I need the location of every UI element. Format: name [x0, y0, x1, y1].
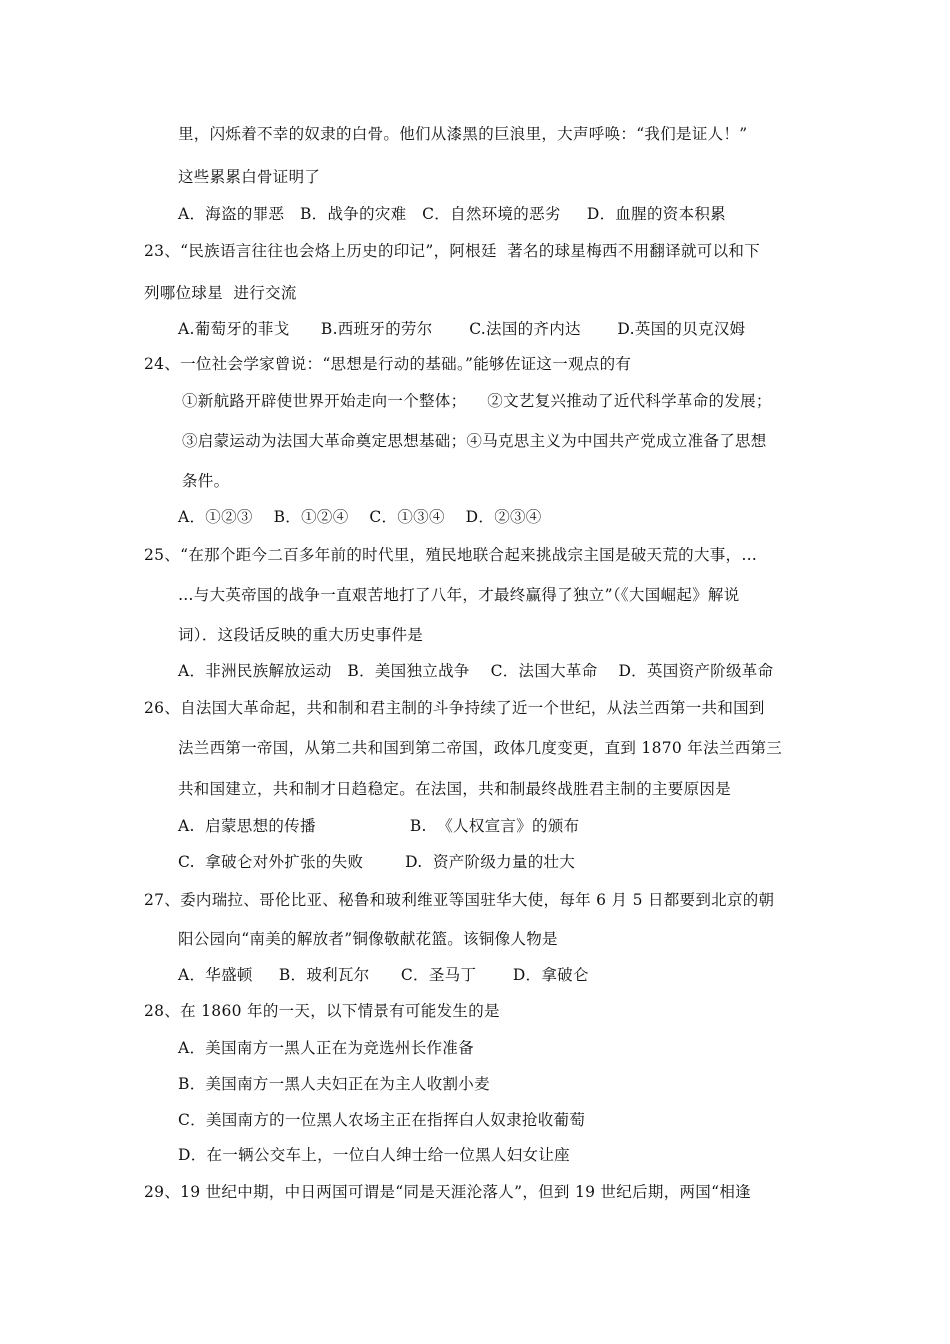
- text-line: ③启蒙运动为法国大革命奠定思想基础；④马克思主义为中国共产党成立准备了思想: [182, 432, 767, 450]
- text-line: 这些累累白骨证明了: [178, 168, 321, 186]
- answer-options-q26-ab: A. 启蒙思想的传播 B. 《人权宣言》的颁布: [178, 817, 580, 835]
- answer-option-c: C．美国南方的一位黑人农场主正在指挥白人奴隶抢收葡萄: [178, 1111, 586, 1129]
- text-line: ①新航路开辟使世界开始走向一个整体； ②文艺复兴推动了近代科学革命的发展；: [182, 392, 772, 410]
- answer-options-q27: A．华盛顿 B．玻利瓦尔 C．圣马丁 D．拿破仑: [178, 966, 589, 984]
- answer-options-q22: A．海盗的罪恶 B．战争的灾难 C．自然环境的恶劣 D．血腥的资本积累: [178, 205, 726, 223]
- answer-option-b: B．美国南方一黑人夫妇正在为主人收割小麦: [178, 1075, 490, 1093]
- question-26: 26、自法国大革命起，共和制和君主制的斗争持续了近一个世纪，从法兰西第一共和国到: [144, 699, 765, 717]
- answer-options-q26-cd: C. 拿破仑对外扩张的失败 D. 资产阶级力量的壮大: [178, 853, 576, 871]
- question-29: 29、19 世纪中期，中日两国可谓是“同是天涯沦落人”，但到 19 世纪后期，两国“相逢: [144, 1183, 751, 1201]
- question-27: 27、委内瑞拉、哥伦比亚、秘鲁和玻利维亚等国驻华大使，每年 6 月 5 日都要到北京的朝: [144, 891, 775, 909]
- answer-options-q25: A．非洲民族解放运动 B．美国独立战争 C．法国大革命 D．英国资产阶级革命: [178, 662, 774, 680]
- answer-option-d: D．在一辆公交车上，一位白人绅士给一位黑人妇女让座: [178, 1146, 570, 1164]
- text-line: 里，闪烁着不幸的奴隶的白骨。他们从漆黑的巨浪里，大声呼唤：“我们是证人！”: [178, 125, 748, 143]
- text-line: …与大英帝国的战争一直艰苦地打了八年，才最终赢得了独立”（《大国崛起》解说: [178, 586, 740, 604]
- text-line: 法兰西第一帝国，从第二共和国到第二帝国，政体几度变更，直到 1870 年法兰西第三: [178, 739, 783, 757]
- question-28: 28、在 1860 年的一天，以下情景有可能发生的是: [144, 1002, 500, 1020]
- answer-options-q24: A．①②③ B．①②④ C．①③④ D．②③④: [178, 508, 542, 526]
- answer-options-q23: A.葡萄牙的菲戈 B.西班牙的劳尔 C.法国的齐内达 D.英国的贝克汉姆: [178, 320, 746, 338]
- question-25: 25、“在那个距今二百多年前的时代里，殖民地联合起来挑战宗主国是破天荒的大事，…: [144, 546, 758, 564]
- question-23: 23、“民族语言往往也会烙上历史的印记”，阿根廷 著名的球星梅西不用翻译就可以和下: [144, 242, 761, 260]
- text-line: 词）．这段话反映的重大历史事件是: [178, 626, 424, 644]
- text-line: 列哪位球星 进行交流: [144, 284, 297, 302]
- answer-option-a: A．美国南方一黑人正在为竞选州长作准备: [178, 1039, 474, 1057]
- question-24: 24、一位社会学家曾说：“思想是行动的基础。”能够佐证这一观点的有: [144, 355, 632, 373]
- text-line: 共和国建立，共和制才日趋稳定。在法国，共和制最终战胜君主制的主要原因是: [178, 780, 732, 798]
- text-line: 条件。: [182, 472, 230, 490]
- text-line: 阳公园向“南美的解放者”铜像敬献花篮。该铜像人物是: [178, 930, 558, 948]
